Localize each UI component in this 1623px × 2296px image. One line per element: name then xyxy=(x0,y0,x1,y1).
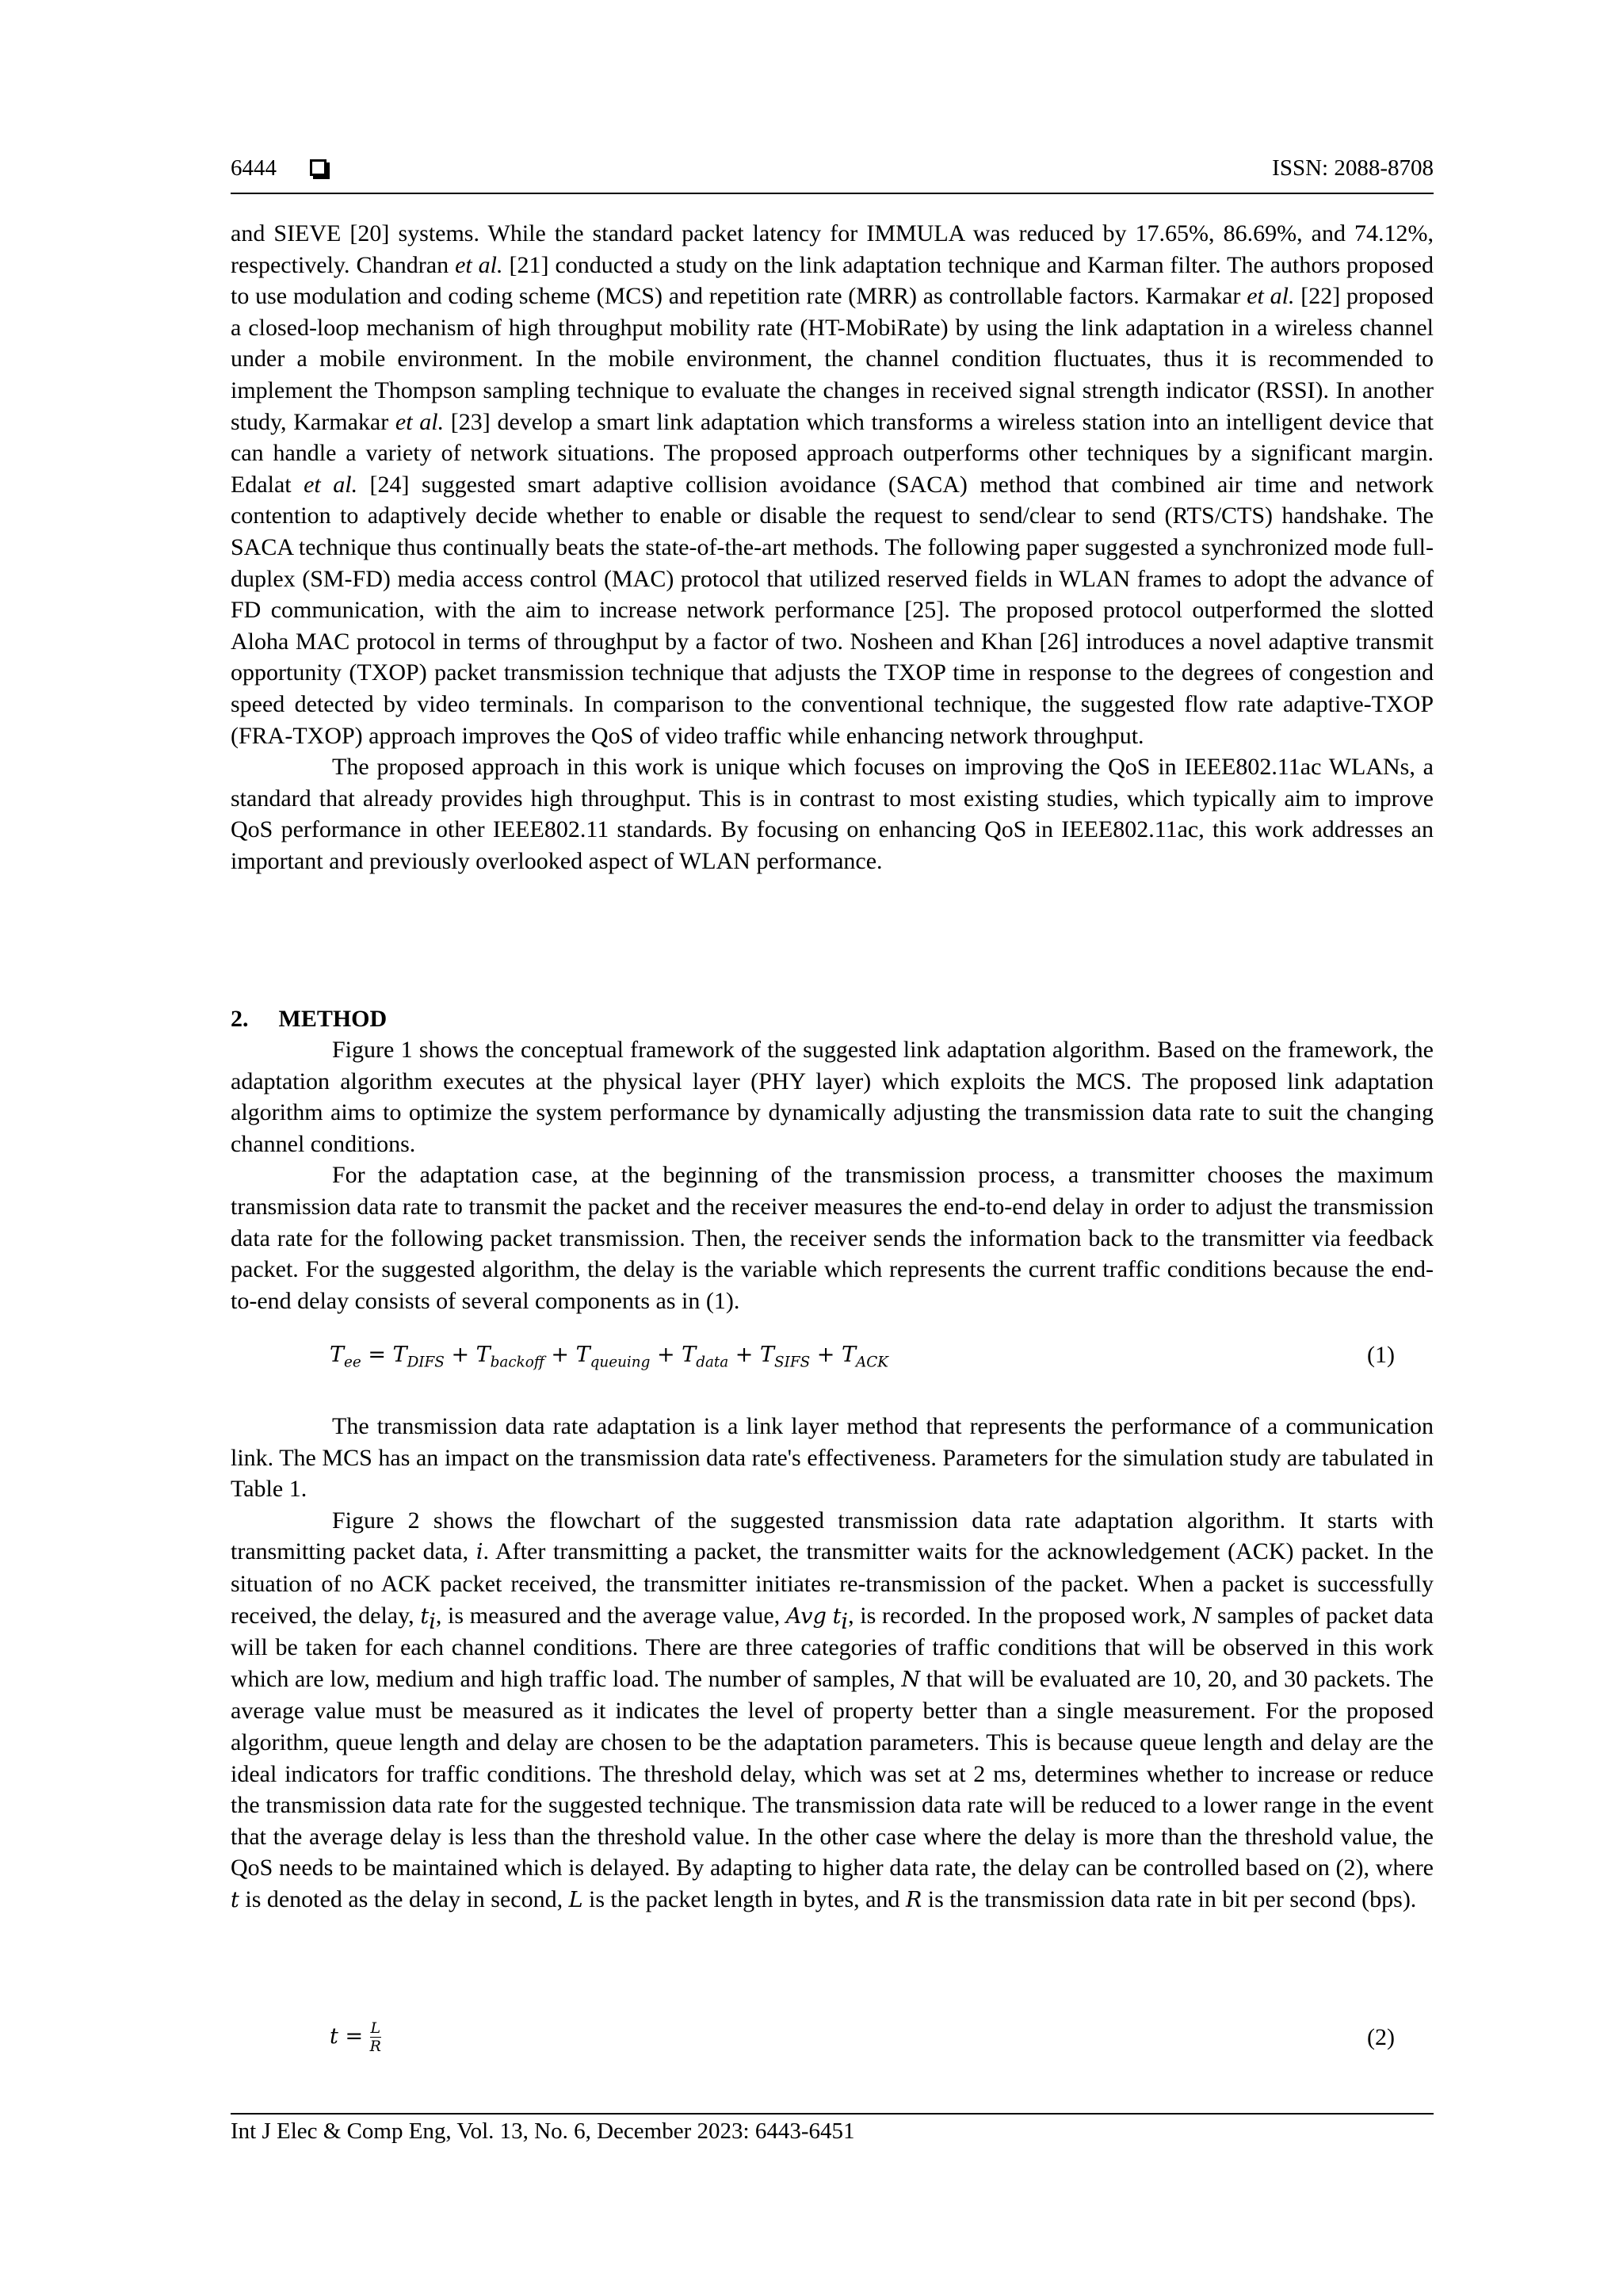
issn: ISSN: 2088-8708 xyxy=(1272,155,1434,181)
footer-citation: Int J Elec & Comp Eng, Vol. 13, No. 6, December 2023: 6443-6451 xyxy=(231,2118,855,2144)
method-paragraph-3: The transmission data rate adaptation is a link layer method that represents the performance of a communication link. The MCS has an impact on the transmission data rate's effectiveness. Parameters for the simulation study are tabulated in Table 1. xyxy=(231,1413,1434,1503)
equation-2-number: (2) xyxy=(1367,2023,1395,2050)
method-paragraph-2: For the adaptation case, at the beginning of the transmission process, a transmitter chooses the maximum transmission data rate to transmit the packet and the receiver measures the end-to-end delay in order to adjust the transmission data rate for the following packet transmission. Then, the receiver sends the information back to the transmitter via feedback packet. For the suggested algorithm, the delay is the variable which represents the current traffic conditions because the end-to-end delay consists of several components as in (1). xyxy=(231,1162,1434,1314)
intro-text xyxy=(231,218,1434,877)
section-title: METHOD xyxy=(278,1006,388,1032)
fraction: $\frac{L}{R}$ xyxy=(369,2019,381,2055)
page-number: 6444 xyxy=(231,155,277,181)
page-header xyxy=(231,153,1434,185)
square-bullet-icon xyxy=(310,159,327,176)
footer-rule xyxy=(231,2113,1434,2115)
method-paragraph-4: Figure 2 shows the flowchart of the suggested transmission data rate adaptation algorithm. It starts with transmitting packet data, i. After transmitting a packet, the transmitter waits for the acknowledgement (ACK) packet. In the situation of no ACK packet received, the transmitter initiates re-transmission of the packet. When a packet is successfully received, the delay, $t_i$, is measured and the average value, Avg $t_i$, is recorded. In the proposed work, N samples of packet data will be taken for each channel conditions. There are three categories of traffic conditions that will be observed in this work which are low, medium and high traffic load. The number of samples, N that will be evaluated are 10, 20, and 30 packets. The average value must be measured as it indicates the level of property better than a single measurement. For the proposed algorithm, queue length and delay are chosen to be the adaptation parameters. This is because queue length and delay are the ideal indicators for traffic conditions. The threshold delay, which was set at 2 ms, determines whether to increase or reduce the transmission data rate for the suggested technique. The transmission data rate will be reduced to a lower range in the event that the average delay is less than the threshold value. In the other case where the delay is more than the threshold value, the QoS needs to be maintained which is delayed. By adapting to higher data rate, the delay can be controlled based on (2), where t is denoted as the delay in second, L is the packet length in bytes, and R is the transmission data rate in bit per second (bps). xyxy=(231,1507,1434,1912)
intro-paragraph-2: The proposed approach in this work is unique which focuses on improving the QoS in IEEE802.11ac WLANs, a standard that already provides high throughput. This is in contrast to most existing studies, which typically aim to improve QoS performance in other IEEE802.11 standards. By focusing on enhancing QoS in IEEE802.11ac, this work addresses an important and previously overlooked aspect of WLAN performance. xyxy=(231,754,1434,874)
equation-2-body: t = $\frac{L}{R}$ xyxy=(330,2019,381,2055)
method-text-2 xyxy=(231,1411,1434,1916)
equation-2 xyxy=(330,2019,1395,2055)
method-text-1 xyxy=(231,1034,1434,1316)
intro-paragraph-1: and SIEVE [20] systems. While the standard packet latency for IMMULA was reduced by 17.65%, 86.69%, and 74.12%, respectively. Chandran et al. [21] conducted a study on the link adaptation technique and Karman filter. The authors proposed to use modulation and coding scheme (MCS) and repetition rate (MRR) as controllable factors. Karmakar et al. [22] proposed a closed-loop mechanism of high throughput mobility rate (HT-MobiRate) by using the link adaptation in a wireless channel under a mobile environment. In the mobile environment, the channel condition fluctuates, thus it is recommended to implement the Thompson sampling technique to evaluate the changes in received signal strength indicator (RSSI). In another study, Karmakar et al. [23] develop a smart link adaptation which transforms a wireless station into an intelligent device that can handle a variety of network situations. The proposed approach outperforms other techniques by a significant margin. Edalat et al. [24] suggested smart adaptive collision avoidance (SACA) method that combined air time and network contention to adaptively decide whether to enable or disable the request to send/clear to send (RTS/CTS) handshake. The SACA technique thus continually beats the state-of-the-art methods. The following paper suggested a synchronized mode full-duplex (SM-FD) media access control (MAC) protocol that utilized reserved fields in WLAN frames to adopt the advance of FD communication, with the aim to increase network performance [25]. The proposed protocol outperformed the slotted Aloha MAC protocol in terms of throughput by a factor of two. Nosheen and Khan [26] introduces a novel adaptive transmit opportunity (TXOP) packet transmission technique that adjusts the TXOP time in response to the degrees of congestion and speed detected by video terminals. In comparison to the conventional technique, the suggested flow rate adaptive-TXOP (FRA-TXOP) approach improves the QoS of video traffic while enhancing network throughput. xyxy=(231,220,1434,749)
header-rule xyxy=(231,193,1434,194)
section-number: 2. xyxy=(231,1006,249,1032)
equation-1-body: $T_{ee} = T_{DIFS} + T_{backoff} + T_{queuing} + T_{data} + T_{SIFS} + T_{ACK}$ xyxy=(330,1343,889,1371)
equation-1 xyxy=(330,1339,1395,1371)
method-paragraph-1: Figure 1 shows the conceptual framework of the suggested link adaptation algorithm. Based on the framework, the adaptation algorithm executes at the physical layer (PHY layer) which exploits the MCS. The proposed link adaptation algorithm aims to optimize the system performance by dynamically adjusting the transmission data rate to suit the changing channel conditions. xyxy=(231,1037,1434,1157)
equation-1-number: (1) xyxy=(1367,1342,1395,1368)
section-heading xyxy=(231,1003,387,1035)
